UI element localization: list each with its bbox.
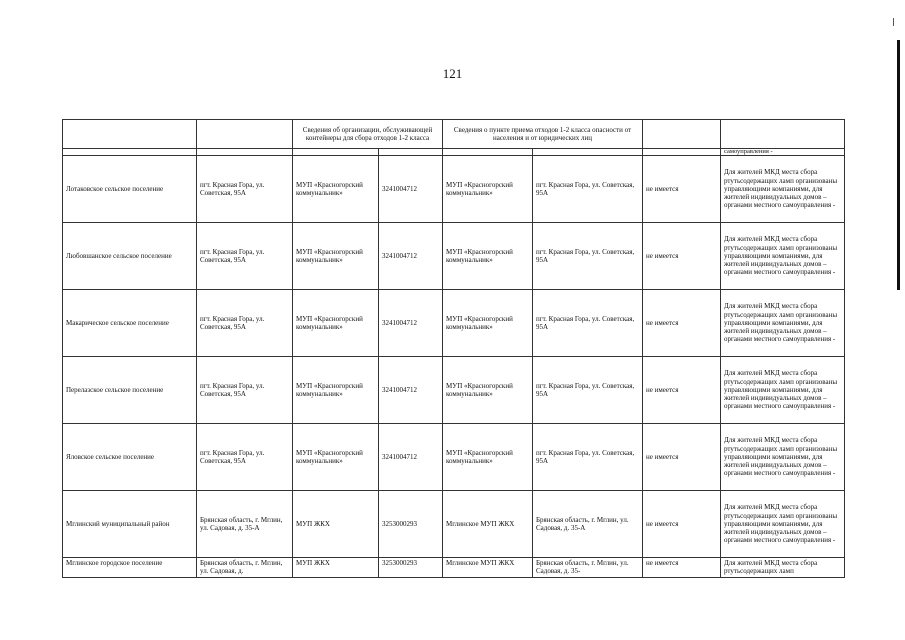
- point-address-cell: пгт. Красная Гора, ул. Советская, 95А: [533, 424, 643, 491]
- address-cell: пгт. Красная Гора, ул. Советская, 95А: [197, 290, 293, 357]
- table-row: [63, 424, 845, 491]
- point-org-cell: МУП «Красногорский коммунальник»: [443, 357, 533, 424]
- org-cell: МУП «Красногорский коммунальник»: [293, 156, 379, 223]
- header-cell-empty: [721, 120, 845, 149]
- point-org-cell: Мглинское МУП ЖКХ: [443, 558, 533, 578]
- table-row: [63, 290, 845, 357]
- point-address-cell: Брянская область, г. Мглин, ул. Садовая, д. 35-: [533, 558, 643, 578]
- point-address-cell: пгт. Красная Гора, ул. Советская, 95А: [533, 357, 643, 424]
- org-cell: МУП ЖКХ: [293, 491, 379, 558]
- address-cell: пгт. Красная Гора, ул. Советская, 95А: [197, 357, 293, 424]
- status-cell: не имеется: [643, 290, 721, 357]
- status-cell: не имеется: [643, 558, 721, 578]
- table-row: [63, 558, 845, 578]
- point-org-cell: МУП «Красногорский коммунальник»: [443, 156, 533, 223]
- settlement-cell: Любовшанское сельское поселение: [63, 223, 197, 290]
- point-address-cell: пгт. Красная Гора, ул. Советская, 95А: [533, 223, 643, 290]
- address-cell: пгт. Красная Гора, ул. Советская, 95А: [197, 223, 293, 290]
- point-address-cell: пгт. Красная Гора, ул. Советская, 95А: [533, 156, 643, 223]
- note-cell: Для жителей МКД места сбора ртутьсодержащих ламп организованы управляющими компаниями, для жителей индивидуальных домов – органами местного самоуправления -: [721, 491, 845, 558]
- address-cell: Брянская область, г. Мглин, ул. Садовая, д. 35-А: [197, 491, 293, 558]
- org-cell: МУП ЖКХ: [293, 558, 379, 578]
- inn-cell: 3241004712: [379, 290, 443, 357]
- inn-cell: 3241004712: [379, 357, 443, 424]
- table-row: [63, 156, 845, 223]
- settlement-cell: Лотаковское сельское поселение: [63, 156, 197, 223]
- note-cell: Для жителей МКД места сбора ртутьсодержащих ламп: [721, 558, 845, 578]
- org-cell: МУП «Красногорский коммунальник»: [293, 357, 379, 424]
- inn-cell: 3253000293: [379, 491, 443, 558]
- address-cell: пгт. Красная Гора, ул. Советская, 95А: [197, 424, 293, 491]
- header-cell-empty: [197, 120, 293, 149]
- settlement-cell: Мглинское городское поселение: [63, 558, 197, 578]
- settlement-cell: Макарическое сельское поселение: [63, 290, 197, 357]
- waste-collection-table: [62, 119, 845, 578]
- table-row: [63, 223, 845, 290]
- point-address-cell: пгт. Красная Гора, ул. Советская, 95А: [533, 290, 643, 357]
- inn-cell: 3241004712: [379, 424, 443, 491]
- note-cell: Для жителей МКД места сбора ртутьсодержащих ламп организованы управляющими компаниями, для жителей индивидуальных домов – органами местного самоуправления -: [721, 156, 845, 223]
- page-number: 121: [442, 66, 463, 81]
- table-row: [63, 491, 845, 558]
- settlement-cell: Мглинский муниципальный район: [63, 491, 197, 558]
- inn-cell: 3241004712: [379, 156, 443, 223]
- note-cell: Для жителей МКД места сбора ртутьсодержащих ламп организованы управляющими компаниями, для жителей индивидуальных домов – органами местного самоуправления -: [721, 223, 845, 290]
- point-org-cell: МУП «Красногорский коммунальник»: [443, 424, 533, 491]
- continuation-row: [63, 149, 845, 156]
- status-cell: не имеется: [643, 491, 721, 558]
- header-cell-empty: [643, 120, 721, 149]
- continuation-note: самоуправления -: [721, 149, 845, 156]
- status-cell: не имеется: [643, 424, 721, 491]
- inn-cell: 3241004712: [379, 223, 443, 290]
- table-row: [63, 357, 845, 424]
- settlement-cell: Яловское сельское поселение: [63, 424, 197, 491]
- note-cell: Для жителей МКД места сбора ртутьсодержащих ламп организованы управляющими компаниями, для жителей индивидуальных домов – органами местного самоуправления -: [721, 357, 845, 424]
- header-org-info: Сведения об организации, обслуживающей контейнеры для сбора отходов 1-2 класса: [293, 120, 443, 149]
- status-cell: не имеется: [643, 357, 721, 424]
- inn-cell: 3253000293: [379, 558, 443, 578]
- note-cell: Для жителей МКД места сбора ртутьсодержащих ламп организованы управляющими компаниями, для жителей индивидуальных домов – органами местного самоуправления -: [721, 290, 845, 357]
- point-org-cell: МУП «Красногорский коммунальник»: [443, 290, 533, 357]
- header-cell-empty: [63, 120, 197, 149]
- point-org-cell: Мглинское МУП ЖКХ: [443, 491, 533, 558]
- settlement-cell: Перелазское сельское поселение: [63, 357, 197, 424]
- address-cell: Брянская область, г. Мглин, ул. Садовая, д.: [197, 558, 293, 578]
- note-cell: Для жителей МКД места сбора ртутьсодержащих ламп организованы управляющими компаниями, для жителей индивидуальных домов – органами местного самоуправления -: [721, 424, 845, 491]
- header-point-info: Сведения о пункте приема отходов 1-2 класса опасности от населения и от юридических лиц: [443, 120, 643, 149]
- table-header-row: [63, 120, 845, 149]
- address-cell: пгт. Красная Гора, ул. Советская, 95А: [197, 156, 293, 223]
- point-address-cell: Брянская область, г. Мглин, ул. Садовая, д. 35-А: [533, 491, 643, 558]
- status-cell: не имеется: [643, 223, 721, 290]
- org-cell: МУП «Красногорский коммунальник»: [293, 424, 379, 491]
- status-cell: не имеется: [643, 156, 721, 223]
- org-cell: МУП «Красногорский коммунальник»: [293, 290, 379, 357]
- org-cell: МУП «Красногорский коммунальник»: [293, 223, 379, 290]
- point-org-cell: МУП «Красногорский коммунальник»: [443, 223, 533, 290]
- edge-tick-mark: [893, 18, 894, 26]
